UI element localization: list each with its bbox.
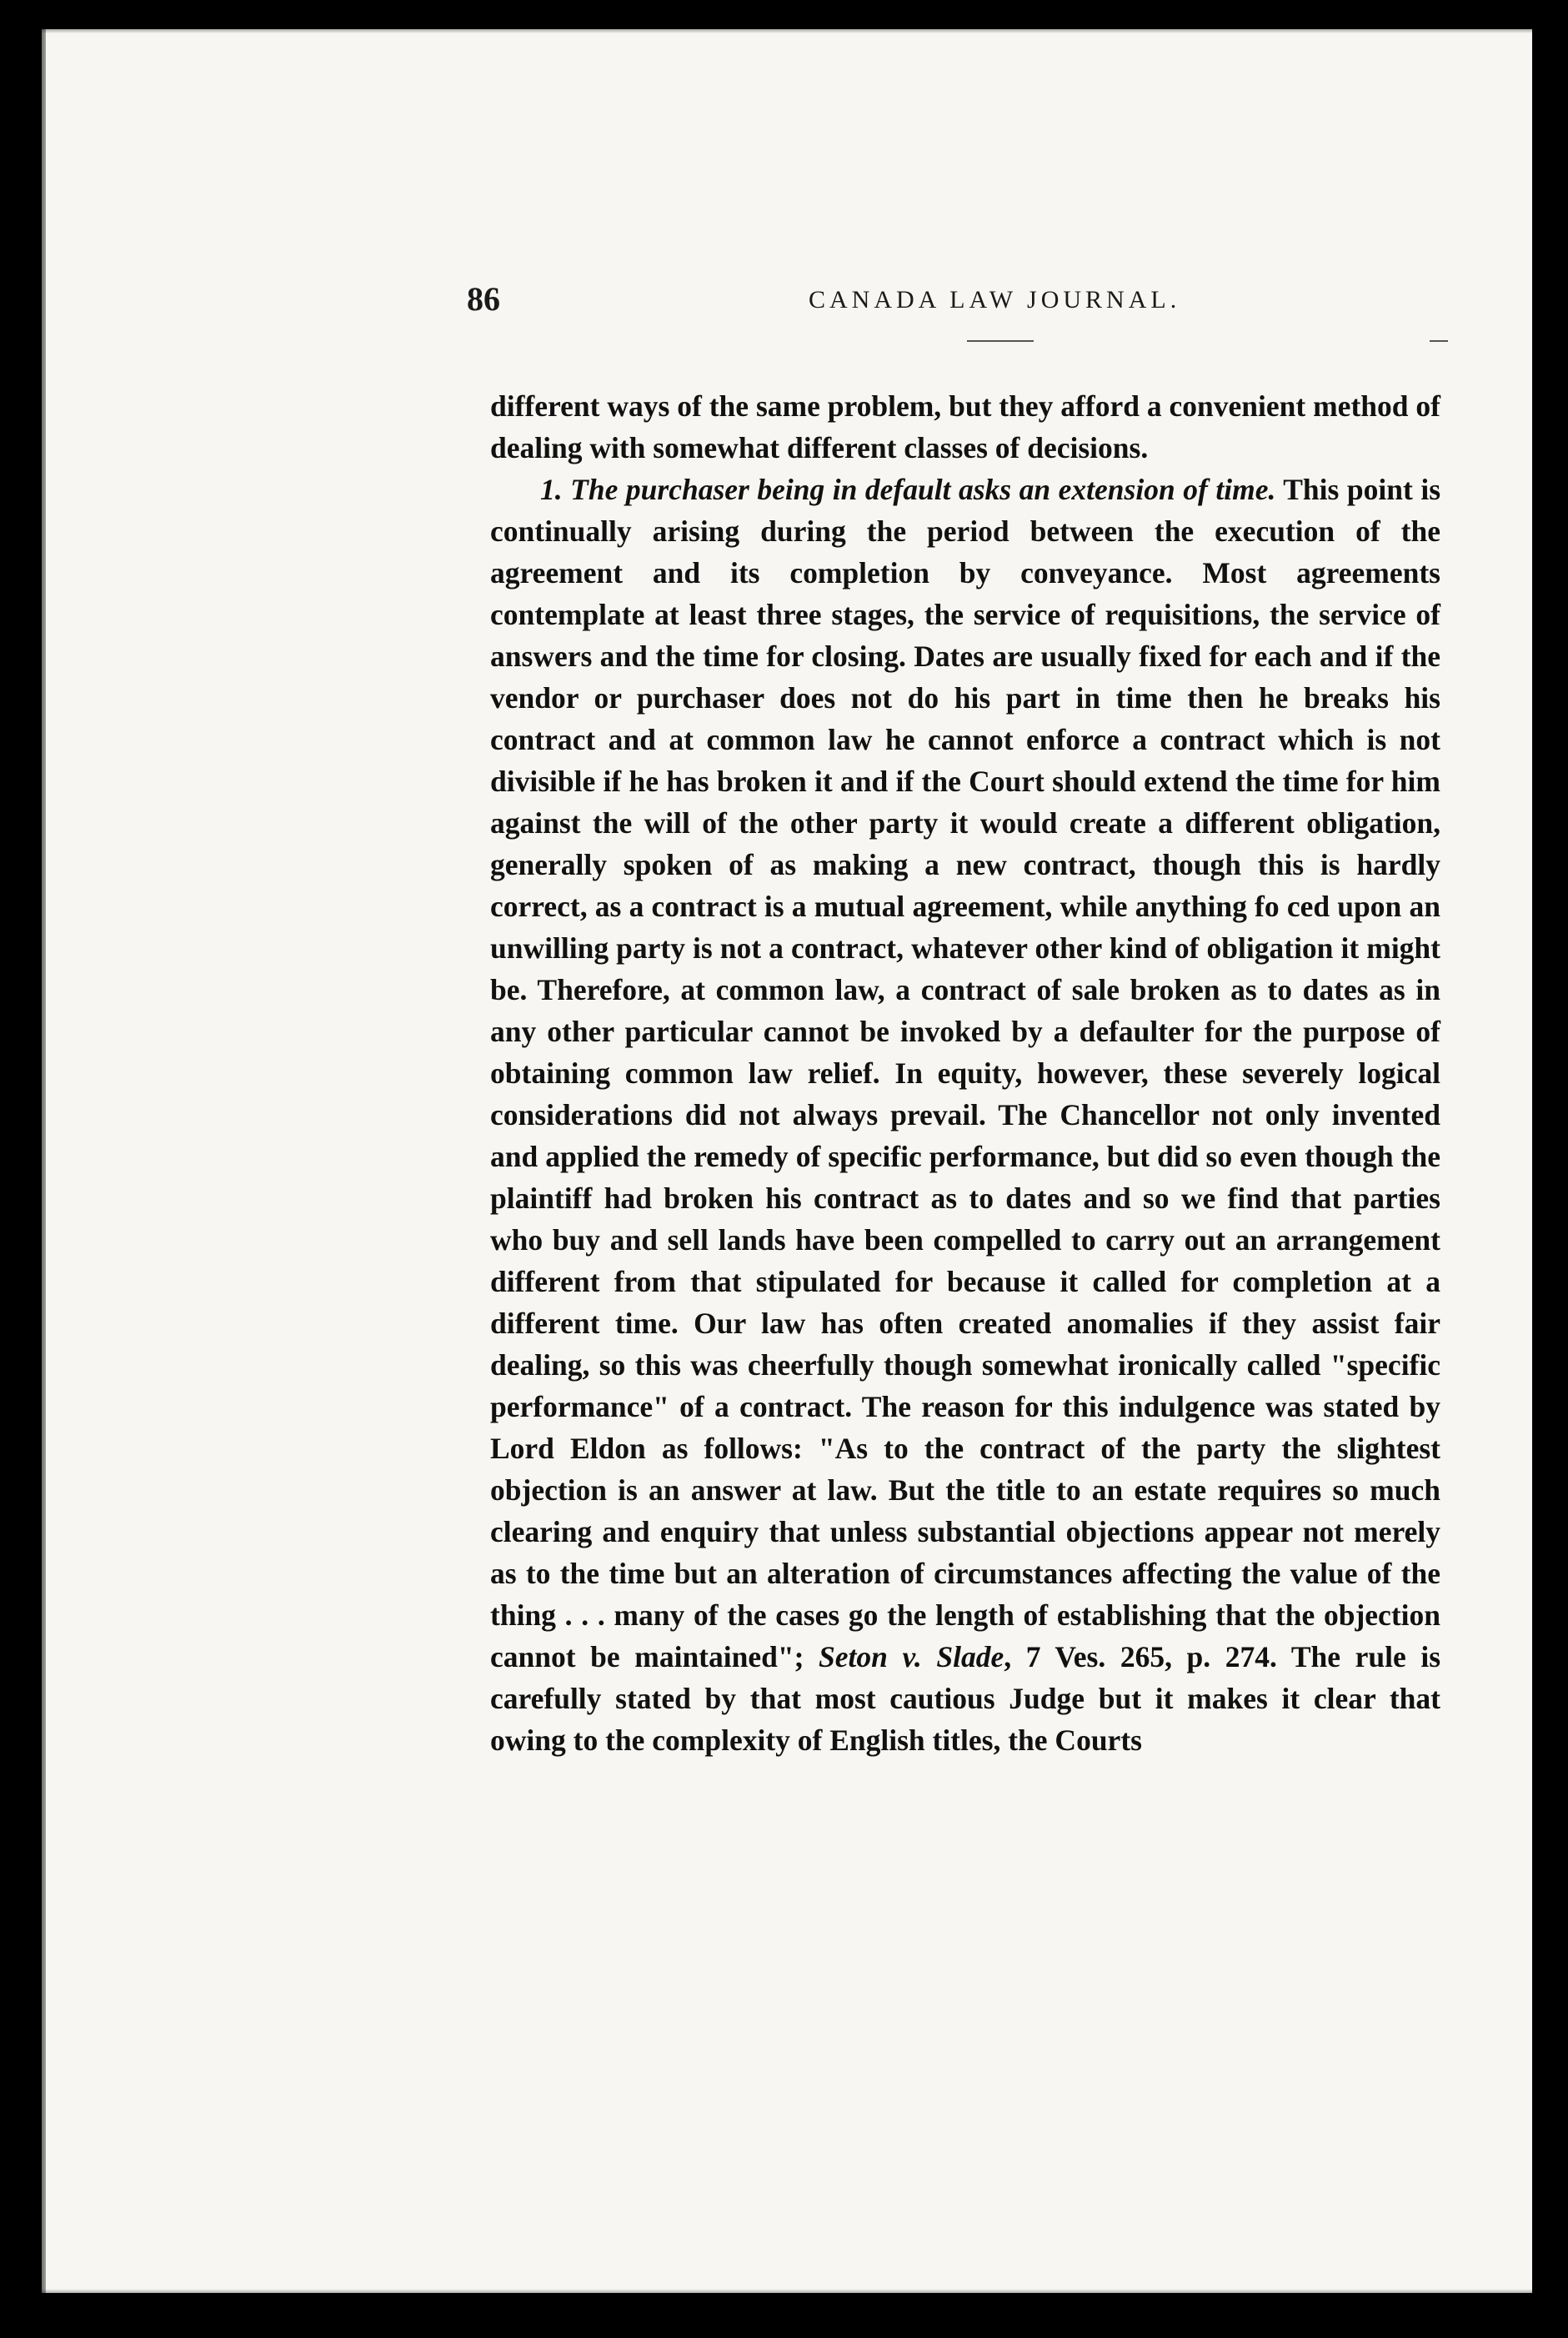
header-rule-right bbox=[1430, 340, 1448, 342]
scan-edge-bottom bbox=[0, 2289, 1568, 2338]
section-heading: 1. The purchaser being in default asks an extension of time. bbox=[540, 473, 1276, 506]
paragraph-tail: , 7 Ves. 265, p. 274. The rule is carefully stated by that most cautious Judge but it makes it clear that owing to the complexity of English titles, the Courts bbox=[490, 1640, 1441, 1757]
page-header bbox=[467, 279, 1450, 329]
header-rule bbox=[967, 340, 1034, 342]
paragraph-text: This point is continually arising during the period between the execution of the agreement and its completion by conveyance. Most agreements contemplate at least three stages, the service of requisitions, the service of answers and the time for closing. Dates are usually fixed for each and if the vendor or purchaser does not do his part in time then he breaks his contract and at common law he cannot enforce a contract which is not divisible if he has broken it and if the Court should extend the time for him against the will of the other party it would create a different obligation, generally spoken of as making a new contract, though this is hardly correct, as a contract is a mutual agreement, while anything fo ced upon an unwilling party is not a contract, whatever other kind of obligation it might be. Therefore, at common law, a contract of sale broken as to dates as in any other particular cannot be invoked by a defaulter for the purpose of obtaining common law relief. In equity, however, these severely logical considerations did not always prevail. The Chancellor not only invented and applied the remedy of specific performance, but did so even though the plaintiff had broken his contract as to dates and so we find that parties who buy and sell lands have been compelled to carry out an arrangement different from that stipulated for because it called for completion at a different time. Our law has often created anomalies if they assist fair dealing, so this was cheerfully though somewhat ironically called "specific performance" of a contract. The reason for this indulgence was stated by Lord Eldon as follows: "As to the contract of the party the slightest objection is an answer at law. But the title to an estate requires so much clearing and enquiry that unless substantial objections appear not merely as to the time but an alteration of circumstances affecting the value of the thing . . . many of the cases go the length of establishing that the objection cannot be maintained"; bbox=[490, 473, 1441, 1673]
scan-edge-left bbox=[0, 0, 46, 2338]
paragraph-continued: different ways of the same problem, but they afford a convenient method of dealing with somewhat different classes of decisions. bbox=[490, 389, 1440, 464]
article-body bbox=[490, 385, 1440, 1761]
case-citation: Seton v. Slade bbox=[819, 1640, 1004, 1673]
scan-edge-top bbox=[0, 0, 1568, 33]
running-head: CANADA LAW JOURNAL. bbox=[809, 286, 1181, 314]
scan-edge-right bbox=[1532, 0, 1568, 2338]
page-number: 86 bbox=[467, 280, 500, 318]
paragraph-default-extension bbox=[490, 469, 1440, 1761]
